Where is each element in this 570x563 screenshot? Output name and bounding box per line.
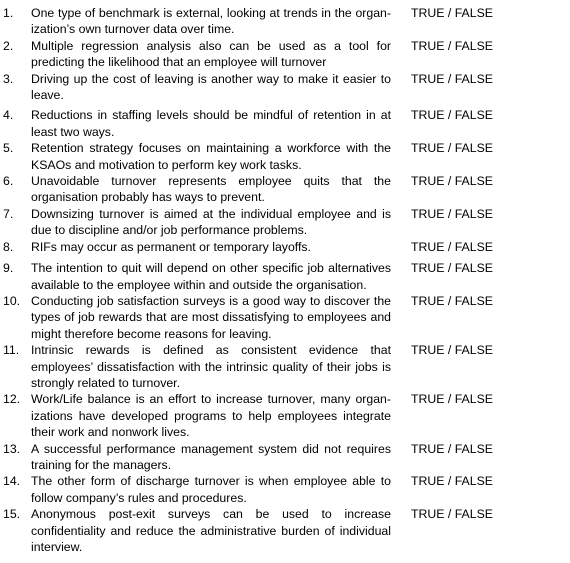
true-false-choice[interactable]: TRUE / FALSE [411, 293, 494, 308]
true-false-choice[interactable]: TRUE / FALSE [411, 474, 494, 489]
question-3 [0, 71, 570, 104]
question-text: Multiple regression analysis also can be used as a tool for predicting the likelihood that an employee will turnover [31, 38, 391, 70]
question-text: The other form of discharge turnover is when employee able to follow company’s rules and procedures. [31, 474, 391, 505]
question-number: 15. [3, 507, 21, 522]
question-text: A successful performance management system did not requires training for the managers. [31, 441, 391, 472]
question-text: The intention to quit will depend on other specific job alternatives available to the employee within and outside the organisation. [31, 261, 391, 292]
question-number: 14. [3, 474, 21, 489]
question-number: 3. [3, 71, 14, 86]
question-text: Work/Life balance is an effort to increase turnover, many organ-izations have developed programs to help employees integrate their work and nonwork lives. [31, 392, 391, 440]
question-7 [0, 206, 570, 239]
question-15 [0, 506, 570, 555]
question-text: Driving up the cost of leaving is another way to make it easier to leave. [31, 71, 391, 103]
question-text: Retention strategy focuses on maintaining a workforce with the KSAOs and motivation to perform key work tasks. [31, 141, 391, 172]
true-false-question-list [0, 5, 570, 555]
true-false-choice[interactable]: TRUE / FALSE [411, 261, 494, 276]
true-false-choice[interactable]: TRUE / FALSE [411, 206, 494, 221]
question-6 [0, 173, 570, 206]
true-false-choice[interactable]: TRUE / FALSE [411, 141, 494, 156]
question-number: 4. [3, 108, 14, 123]
question-number: 2. [3, 38, 14, 53]
question-text: RIFs may occur as permanent or temporary layoffs. [31, 239, 311, 254]
true-false-choice[interactable]: TRUE / FALSE [411, 343, 494, 358]
question-number: 6. [3, 174, 14, 189]
question-text: Downsizing turnover is aimed at the individual employee and is due to discipline and/or job performance problems. [31, 206, 391, 238]
question-number: 9. [3, 261, 14, 276]
question-number: 1. [3, 6, 14, 20]
true-false-choice[interactable]: TRUE / FALSE [411, 507, 494, 522]
true-false-choice[interactable]: TRUE / FALSE [411, 239, 494, 254]
question-text: Anonymous post-exit surveys can be used to increase confidentiality and reduce the administrative burden of individual interview. [31, 507, 391, 554]
question-14 [0, 473, 570, 506]
true-false-choice[interactable]: TRUE / FALSE [411, 6, 494, 20]
question-text: Reductions in staffing levels should be mindful of retention in at least two ways. [31, 108, 391, 139]
question-1 [0, 5, 570, 38]
question-text: Conducting job satisfaction surveys is a good way to discover the types of job rewards that are most dissatisfying to employees and might therefore become reasons for leaving. [31, 293, 391, 341]
question-number: 12. [3, 392, 21, 407]
question-number: 10. [3, 293, 21, 308]
question-text: One type of benchmark is external, looking at trends in the organ-ization’s own turnover data over time. [31, 6, 391, 37]
true-false-choice[interactable]: TRUE / FALSE [411, 392, 494, 407]
question-11 [0, 342, 570, 391]
true-false-choice[interactable]: TRUE / FALSE [411, 71, 494, 86]
question-4 [0, 107, 570, 140]
question-number: 7. [3, 206, 14, 221]
question-12 [0, 391, 570, 440]
question-number: 5. [3, 141, 14, 156]
question-number: 8. [3, 239, 14, 254]
true-false-choice[interactable]: TRUE / FALSE [411, 441, 494, 456]
question-number: 13. [3, 441, 21, 456]
question-8 [0, 239, 570, 255]
question-9 [0, 260, 570, 293]
true-false-choice[interactable]: TRUE / FALSE [411, 174, 494, 189]
true-false-choice[interactable]: TRUE / FALSE [411, 38, 494, 53]
question-5 [0, 140, 570, 173]
question-10 [0, 293, 570, 342]
question-number: 11. [3, 343, 20, 358]
true-false-choice[interactable]: TRUE / FALSE [411, 108, 494, 123]
question-13 [0, 441, 570, 474]
question-2 [0, 38, 570, 71]
question-text: Unavoidable turnover represents employee quits that the organisation probably has ways to prevent. [31, 174, 391, 205]
question-text: Intrinsic rewards is defined as consistent evidence that employees’ dissatisfaction with the intrinsic quality of their jobs is strongly related to turnover. [31, 343, 391, 390]
